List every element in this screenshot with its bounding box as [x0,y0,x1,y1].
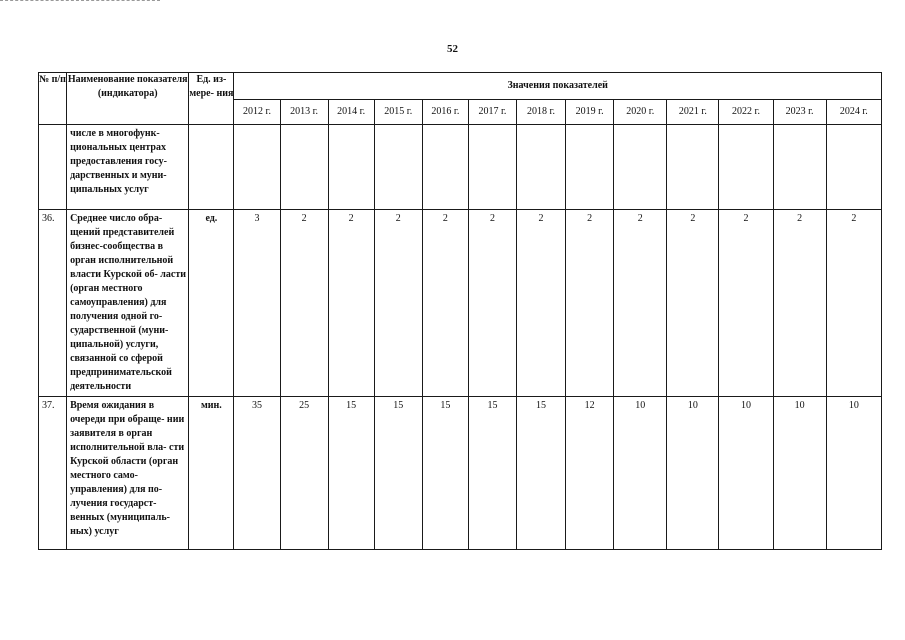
row-value [280,125,328,210]
header-year: 2019 г. [566,100,614,125]
row-number: 37. [39,397,67,550]
row-unit: ед. [189,210,234,397]
row-value: 12 [566,397,614,550]
header-year: 2017 г. [468,100,516,125]
row-value: 10 [719,397,773,550]
row-value: 2 [826,210,881,397]
row-value: 15 [422,397,468,550]
row-value [422,125,468,210]
row-value: 15 [516,397,565,550]
table-body [39,125,882,550]
row-value: 2 [566,210,614,397]
row-value: 2 [468,210,516,397]
row-value: 10 [614,397,667,550]
header-year: 2015 г. [374,100,422,125]
row-value [773,125,826,210]
header-year: 2022 г. [719,100,773,125]
row-number [39,125,67,210]
top-rule [0,0,160,1]
header-values-group: Значения показателей [234,73,882,100]
row-unit [189,125,234,210]
row-value: 2 [328,210,374,397]
row-value: 15 [328,397,374,550]
row-indicator-name: числе в многофунк- циональных центрах предоставления госу- дарственных и муни- ципальных услуг [67,125,189,210]
row-indicator-name: Время ожидания в очереди при обраще- нии заявителя в орган исполнительной вла- сти Курской области (орган местного само- управления) для по- лучения государст- венных (муниципаль- ных) услуг [67,397,189,550]
row-value [826,125,881,210]
row-number: 36. [39,210,67,397]
row-value: 35 [234,397,280,550]
row-value [374,125,422,210]
header-unit: Ед. из- мере- ния [189,73,234,125]
row-value: 10 [773,397,826,550]
header-year: 2012 г. [234,100,280,125]
row-value: 2 [614,210,667,397]
header-indicator-name: Наименование показателя (индикатора) [67,73,189,125]
row-value [234,125,280,210]
row-value: 2 [422,210,468,397]
row-value: 15 [468,397,516,550]
table-row [39,125,882,210]
page-number: 52 [447,43,458,55]
row-value [667,125,719,210]
row-value: 2 [516,210,565,397]
row-value [328,125,374,210]
row-value [468,125,516,210]
header-number: № п/п [39,73,67,125]
row-value: 10 [826,397,881,550]
header-row-top [39,73,882,100]
table-row [39,397,882,550]
row-unit: мин. [189,397,234,550]
row-value: 2 [374,210,422,397]
header-year: 2016 г. [422,100,468,125]
table-row [39,210,882,397]
row-value [516,125,565,210]
row-value: 2 [667,210,719,397]
header-year: 2021 г. [667,100,719,125]
table-header [39,73,882,125]
header-year: 2020 г. [614,100,667,125]
row-value: 2 [773,210,826,397]
row-indicator-name: Среднее число обра- щений представителей бизнес-сообщества в орган исполнительной власти Курской об- ласти (орган местного самоуправления) для получения одной го- сударственной (муни- ципальной) услуги, связанной со сферой предпринимательской деятельности [67,210,189,397]
row-value: 15 [374,397,422,550]
row-value [566,125,614,210]
row-value: 2 [719,210,773,397]
header-year: 2023 г. [773,100,826,125]
header-year: 2024 г. [826,100,881,125]
row-value [719,125,773,210]
header-year: 2014 г. [328,100,374,125]
row-value [614,125,667,210]
row-value: 3 [234,210,280,397]
indicators-table [38,72,882,550]
header-year: 2018 г. [516,100,565,125]
header-year: 2013 г. [280,100,328,125]
row-value: 25 [280,397,328,550]
row-value: 2 [280,210,328,397]
row-value: 10 [667,397,719,550]
